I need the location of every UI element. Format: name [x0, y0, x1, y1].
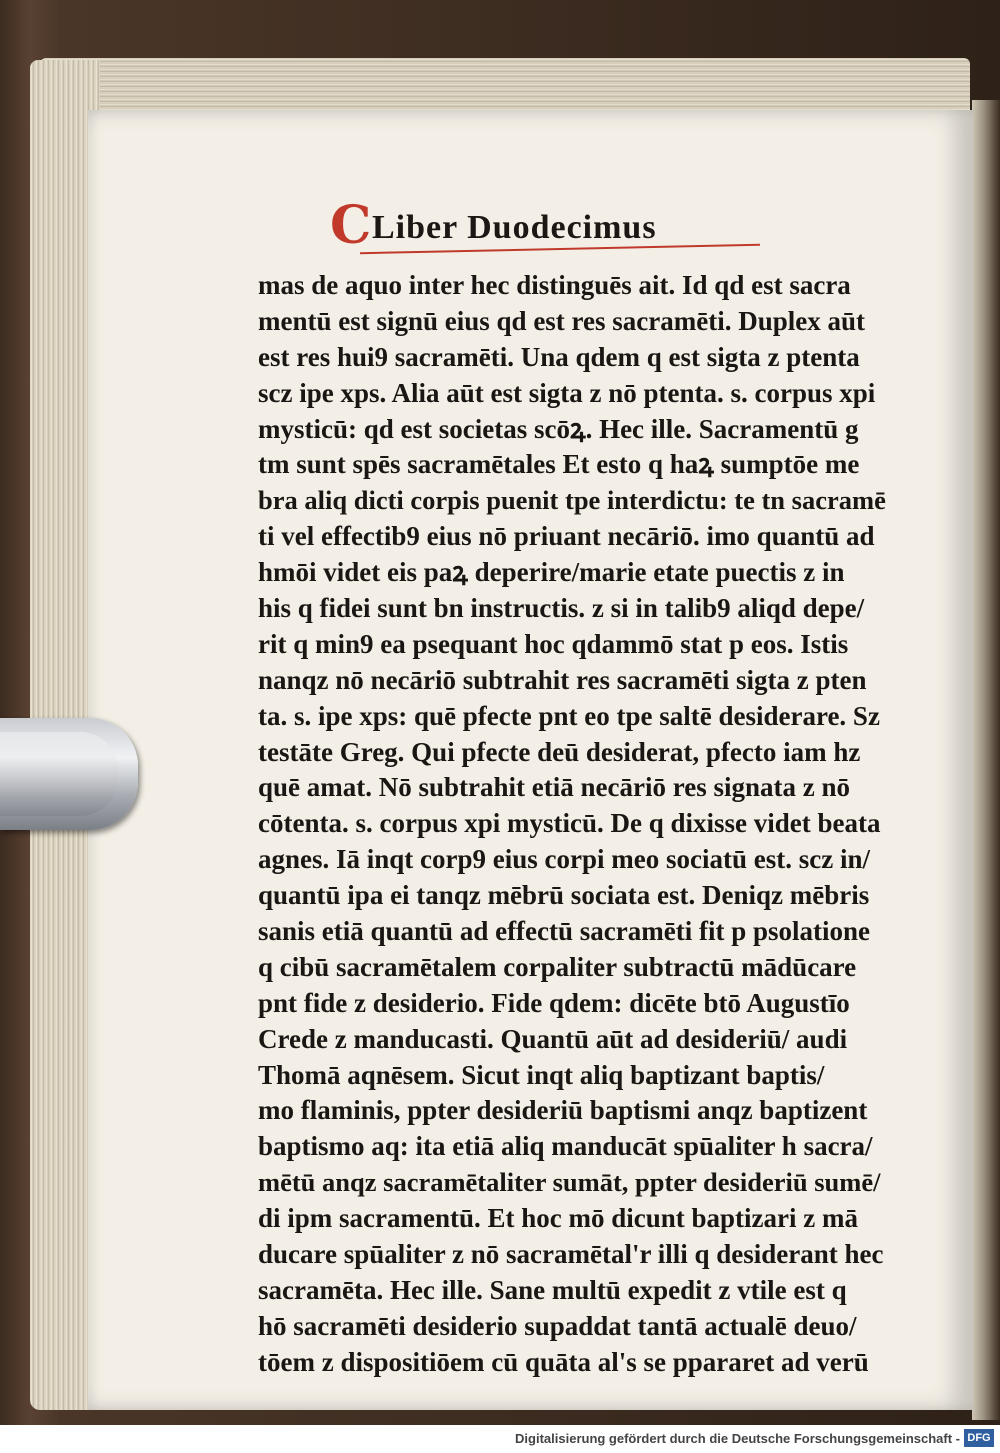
text-line: quantū ipa ei tanqz mēbrū sociata est. Deniqz mēbris	[258, 880, 870, 911]
text-line: his q fidei sunt bn instructis. z si in talib9 aliqd depe/	[258, 593, 865, 624]
text-line: tm sunt spēs sacramētales Et esto q haꝝ sumptōe me	[258, 449, 860, 480]
text-line: mysticū: qd est societas scōꝝ. Hec ille. Sacramentū g	[258, 413, 859, 444]
header-title: Liber Duodecimus	[372, 209, 657, 246]
text-line: ta. s. ipe xps: quē pfecte pnt eo tpe saltē desiderare. Sz	[258, 700, 880, 731]
text-line: q cibū sacramētalem corpaliter subtractū mādūcare	[258, 951, 857, 982]
body-text	[258, 268, 888, 1381]
text-line: sanis etiā quantū ad effectū sacramēti fit p psolatione	[258, 916, 870, 947]
text-line: ducare spūaliter z nō sacramētal'r illi q desiderant hec	[258, 1239, 884, 1270]
text-line: ti vel effectib9 eius nō priuant necāriō. imo quantū ad	[258, 521, 875, 552]
text-line: testāte Greg. Qui pfecte deū desiderat, pfecto iam hz	[258, 736, 861, 767]
text-line: pnt fide z desiderio. Fide qdem: dicēte btō Augustīo	[258, 987, 850, 1018]
text-line: bra aliq dicti corpis puenit tpe interdictu: te tn sacramē	[258, 485, 886, 516]
text-line: baptismo aq: ita etiā aliq manducāt spūaliter h sacra/	[258, 1131, 873, 1162]
text-line: di ipm sacramentū. Et hoc mō dicunt baptizari z mā	[258, 1203, 858, 1234]
text-line: tōem z dispositiōem cū quāta al's se ppararet ad verū	[258, 1346, 869, 1377]
text-line: mas de aquo inter hec distinguēs ait. Id qd est sacra	[258, 270, 851, 300]
text-line: hmōi videt eis paꝝ deperire/marie etate puectis z in	[258, 557, 845, 588]
text-line: quē amat. Nō subtrahit etiā necāriō res signata z nō	[258, 772, 850, 803]
page-gutter	[972, 100, 1000, 1420]
header-initial: C	[330, 195, 372, 256]
text-line: hō sacramēti desiderio supaddat tantā actualē deuo/	[258, 1310, 857, 1341]
clasp-icon	[0, 718, 138, 830]
text-line: rit q min9 ea psequant hoc qdammō stat p eos. Istis	[258, 628, 849, 659]
text-line: nanqz nō necāriō subtrahit res sacramēti sigta z pten	[258, 664, 867, 695]
page-edges-top	[40, 58, 970, 118]
text-line: mētū anqz sacramētaliter sumāt, ppter desideriū sumē/	[258, 1167, 881, 1198]
footer-credit: Digitalisierung gefördert durch die Deutsche Forschungsgemeinschaft -	[515, 1431, 960, 1446]
text-line: Crede z manducasti. Quantū aūt ad desideriū/ audi	[258, 1023, 848, 1054]
text-line: agnes. Iā inqt corp9 eius corpi meo sociatū est. scz in/	[258, 844, 870, 875]
text-line: mentū est signū eius qd est res sacramēti. Duplex aūt	[258, 305, 865, 336]
text-line: mo flaminis, ppter desideriū baptismi anqz baptizent	[258, 1095, 868, 1126]
text-line: scz ipe xps. Alia aūt est sigta z nō ptenta. s. corpus xpi	[258, 377, 876, 408]
text-line: Thomā aqnēsem. Sicut inqt aliq baptizant baptis/	[258, 1059, 825, 1090]
text-line: cōtenta. s. corpus xpi mysticū. De q dixisse videt beata	[258, 808, 881, 839]
text-line: sacramēta. Hec ille. Sane multū expedit z vtile est q	[258, 1274, 847, 1305]
footer-bar	[0, 1425, 1000, 1453]
running-header	[330, 195, 760, 260]
dfg-logo: DFG	[964, 1429, 994, 1447]
text-line: est res hui9 sacramēti. Una qdem q est sigta z ptenta	[258, 341, 860, 372]
